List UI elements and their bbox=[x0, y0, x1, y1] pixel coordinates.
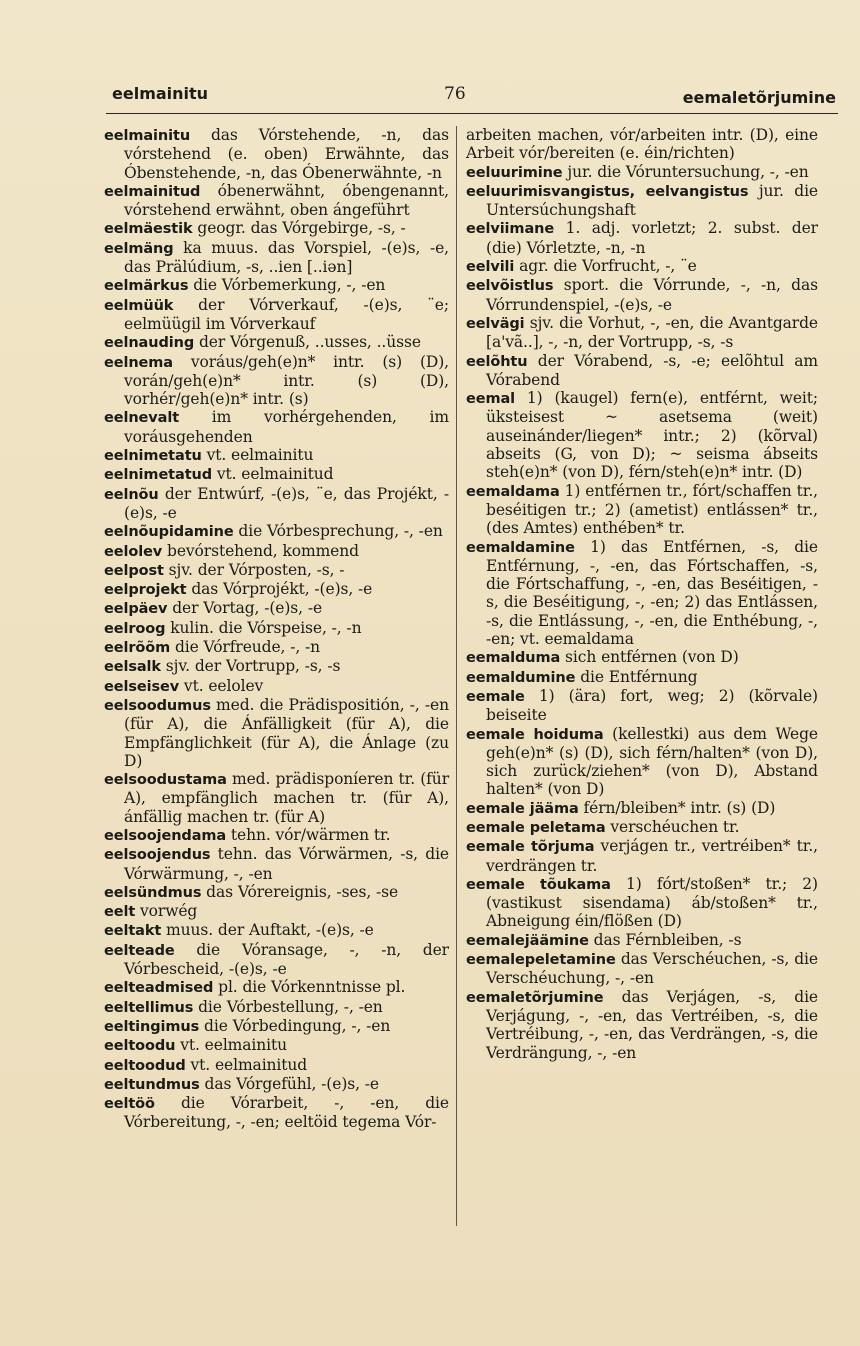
entry-definition: 1. adj. vorletzt; 2. subst. der (die) Vórletzte, -n, -n bbox=[486, 219, 818, 257]
dictionary-entry bbox=[104, 902, 449, 921]
entry-definition: die Vórfreude, -, -n bbox=[170, 638, 321, 657]
entry-definition: der Vórverkauf, -(e)s, ¨e; eelmüügil im Vórverkauf bbox=[124, 295, 449, 333]
entry-definition: die Vórbesprechung, -, -en bbox=[233, 522, 443, 541]
entry-definition: férn/bleiben* intr. (s) (D) bbox=[578, 798, 776, 817]
entry-definition: 1) entférnen tr., fórt/schaffen tr., beséitigen tr.; 2) (ametist) entlássen* tr., (des Amtes) enthében* tr. bbox=[486, 481, 818, 538]
entry-definition: arbeiten machen, vór/arbeiten intr. (D), eine Arbeit vór/bereiten (e. éin/richten) bbox=[466, 126, 818, 163]
entry-headword: eeluurimine bbox=[466, 164, 563, 181]
entry-definition: 1) (kaugel) fern(e), entférnt, weit; üksteisest ~ asetsema (weit) auseinánder/liegen* intr.; 2) (kõrval) abseits (G, von D); ~ seisma ábseits steh(e)n* (von D), férn/steh(e)n* intr. (D) bbox=[486, 389, 818, 482]
dictionary-entry bbox=[466, 875, 818, 931]
dictionary-entry bbox=[104, 826, 449, 845]
entry-headword: eelmainitu bbox=[104, 128, 191, 144]
entry-headword: eemale jääma bbox=[466, 800, 579, 817]
dictionary-entry bbox=[104, 353, 449, 409]
dictionary-entry bbox=[466, 668, 818, 687]
entry-definition: tehn. das Vórwärmen, -s, die Vórwärmung, -, -en bbox=[124, 845, 449, 883]
dictionary-entry bbox=[104, 677, 449, 696]
dictionary-entry bbox=[466, 799, 818, 818]
entry-definition: der Vórgenuß, ..usses, ..üsse bbox=[194, 333, 421, 352]
entry-headword: eeltoodu bbox=[104, 1038, 176, 1055]
entry-definition: 1) fórt/stoßen* tr.; 2) (vastikust sisendama) áb/stoßen* tr., Abneigung éin/flößen (D) bbox=[486, 874, 818, 931]
entry-headword: eeltoodud bbox=[104, 1057, 186, 1074]
dictionary-entry bbox=[104, 561, 449, 580]
entry-headword: eelnõupidamine bbox=[104, 524, 234, 541]
entry-headword: eemaldamine bbox=[466, 539, 575, 556]
entry-definition: verschéuchen tr. bbox=[605, 817, 740, 836]
entry-definition: vt. eelmainitu bbox=[201, 446, 314, 465]
entry-headword: eelsalk bbox=[104, 659, 161, 676]
entry-definition: vt. eelmainitu bbox=[175, 1036, 288, 1055]
entry-headword: eemale peletama bbox=[466, 819, 606, 836]
entry-definition: vorwég bbox=[135, 902, 198, 921]
entry-headword: eelteade bbox=[104, 942, 175, 959]
entry-headword: eeltellimus bbox=[104, 999, 194, 1016]
dictionary-entry bbox=[466, 182, 818, 220]
dictionary-entry bbox=[104, 883, 449, 902]
dictionary-entry bbox=[104, 657, 449, 676]
entry-headword: eelpost bbox=[104, 562, 164, 579]
entry-definition: agr. die Vorfrucht, -, ¨e bbox=[514, 257, 697, 276]
entry-definition: im vorhérgehenden, im voráusgehenden bbox=[124, 408, 449, 446]
entry-headword: eelviimane bbox=[466, 221, 555, 238]
entry-headword: eelvägi bbox=[466, 315, 525, 332]
entry-definition: die Vórarbeit, -, -en, die Vórbereitung, -, -en; eeltöid tegema Vór- bbox=[124, 1094, 449, 1132]
entry-headword: eeltundmus bbox=[104, 1076, 200, 1093]
entry-definition: jur. die Vóruntersuchung, -, -en bbox=[562, 162, 809, 181]
entry-definition: vt. eelmainitud bbox=[185, 1055, 308, 1074]
entry-definition: ka muus. das Vorspiel, -(e)s, -e, das Prälúdium, -s, ..ien [..iən] bbox=[124, 238, 449, 277]
entry-definition: der Vortag, -(e)s, -e bbox=[167, 599, 323, 618]
entry-definition: vt. eelmainitud bbox=[212, 465, 334, 484]
entry-definition: med. die Prädispositión, -, -en (für A), die Ánfälligkeit (für A), die Empfänglichkeit (für A), die Ánlage (zu D) bbox=[124, 695, 449, 770]
entry-definition: das Vórgefühl, -(e)s, -e bbox=[199, 1074, 379, 1093]
dictionary-entry bbox=[104, 219, 449, 238]
dictionary-entry bbox=[104, 522, 449, 541]
entry-headword: eelmäestik bbox=[104, 221, 193, 238]
entry-definition: die Vórbemerkung, -, -en bbox=[188, 276, 386, 295]
dictionary-entry bbox=[104, 1075, 449, 1094]
entry-headword: eelnimetatu bbox=[104, 448, 202, 465]
entry-headword: eeltingimus bbox=[104, 1018, 200, 1035]
dictionary-entry bbox=[466, 538, 818, 649]
dictionary-entry bbox=[104, 333, 449, 352]
entry-definition: 1) (ära) fort, weg; 2) (kõrvale) beiseite bbox=[486, 686, 818, 725]
entry-definition: die Vórbedingung, -, -en bbox=[199, 1016, 391, 1035]
entry-headword: eelsündmus bbox=[104, 884, 202, 901]
entry-definition: verjágen tr., vertréiben* tr., verdrängen tr. bbox=[486, 837, 818, 875]
dictionary-entry bbox=[466, 352, 818, 390]
dictionary-entry bbox=[466, 648, 818, 667]
entry-definition: sjv. der Vórposten, -s, - bbox=[163, 560, 345, 579]
entry-definition: sport. die Vórrunde, -, -n, das Vórrundenspiel, -(e)s, -e bbox=[486, 276, 818, 314]
column-divider bbox=[456, 126, 457, 1226]
dictionary-entry bbox=[104, 485, 449, 523]
entry-definition: das Vórprojékt, -(e)s, -e bbox=[186, 580, 373, 599]
entry-definition: das Vórereignis, -ses, -se bbox=[201, 882, 399, 901]
dictionary-entry bbox=[104, 638, 449, 657]
dictionary-entry bbox=[104, 1056, 449, 1075]
dictionary-entry bbox=[104, 580, 449, 599]
entry-headword: eelolev bbox=[104, 543, 163, 560]
dictionary-entry bbox=[104, 276, 449, 295]
entry-headword: eemaldumine bbox=[466, 669, 576, 686]
dictionary-entry bbox=[466, 257, 818, 276]
dictionary-entry bbox=[104, 998, 449, 1017]
entry-headword: eelroog bbox=[104, 620, 166, 637]
entry-headword: eeltöö bbox=[104, 1096, 155, 1113]
dictionary-entry bbox=[466, 931, 818, 950]
entry-definition: sjv. die Vorhut, -, -en, die Avantgarde [a'vã..], -, -n, der Vortrupp, -s, -s bbox=[486, 313, 818, 352]
entry-definition: voráus/geh(e)n* intr. (s) (D), vorán/geh(e)n* intr. (s) (D), vorhér/geh(e)n* intr. (s) bbox=[124, 352, 449, 409]
dictionary-entry bbox=[466, 163, 818, 182]
dictionary-entry bbox=[466, 950, 818, 988]
page-number: 76 bbox=[444, 84, 466, 104]
entry-headword: eelnauding bbox=[104, 335, 195, 352]
entry-definition: pl. die Vórkenntnisse pl. bbox=[213, 978, 406, 997]
dictionary-entry bbox=[104, 542, 449, 561]
entry-headword: eelseisev bbox=[104, 678, 180, 695]
dictionary-entry bbox=[104, 296, 449, 334]
entry-headword: eeluurimisvangistus, eelvangistus bbox=[466, 183, 749, 200]
dictionary-entry bbox=[466, 276, 818, 314]
entry-definition: geogr. das Vórgebirge, -s, - bbox=[192, 219, 406, 238]
left-column bbox=[104, 126, 449, 1132]
entry-headword: eelsoodumus bbox=[104, 697, 211, 714]
dictionary-entry bbox=[104, 1036, 449, 1055]
dictionary-entry bbox=[104, 978, 449, 997]
dictionary-entry bbox=[104, 465, 449, 484]
entry-definition: kulin. die Vórspeise, -, -n bbox=[165, 618, 362, 637]
entry-headword: eelsoojendama bbox=[104, 827, 227, 844]
entry-definition: das Férnbleiben, -s bbox=[588, 930, 742, 949]
entry-headword: eemale tõrjuma bbox=[466, 839, 595, 856]
dictionary-entry bbox=[104, 446, 449, 465]
entry-definition: óbenerwähnt, óbengenannt, vórstehend erwähnt, oben ángeführt bbox=[124, 181, 449, 220]
entry-definition: der Entwúrf, -(e)s, ¨e, das Projékt, -(e)s, -e bbox=[124, 484, 449, 522]
entry-headword: eelpäev bbox=[104, 601, 168, 618]
left-guide-word: eelmainitu bbox=[112, 84, 209, 103]
dictionary-entry bbox=[466, 314, 818, 352]
entry-headword: eelmüük bbox=[104, 297, 174, 314]
dictionary-entry bbox=[466, 389, 818, 481]
right-column bbox=[466, 126, 818, 1062]
entry-definition: vt. eelolev bbox=[179, 676, 264, 695]
dictionary-entry bbox=[466, 126, 818, 163]
entry-headword: eemalepeletamine bbox=[466, 952, 616, 969]
entry-definition: die Vórbestellung, -, -en bbox=[193, 997, 383, 1016]
entry-headword: eelmärkus bbox=[104, 278, 189, 295]
entry-headword: eelteadmised bbox=[104, 980, 214, 997]
entry-headword: eemale bbox=[466, 688, 525, 705]
entry-headword: eelsoojendus bbox=[104, 847, 211, 864]
entry-headword: eemale tõukama bbox=[466, 876, 611, 893]
entry-definition: die Entférnung bbox=[575, 667, 698, 686]
entry-definition: die Vóransage, -, -n, der Vórbescheid, -(e)s, -e bbox=[124, 940, 449, 979]
entry-definition: das Verschéuchen, -s, die Verschéuchung, -, -en bbox=[486, 950, 818, 988]
entry-definition: muus. der Auftakt, -(e)s, -e bbox=[161, 921, 374, 940]
entry-definition: das Verjágen, -s, die Verjágung, -, -en, das Vertréiben, -s, die Vertréibung, -, -en, das Verdrängen, -s, die Verdrängung, -, -en bbox=[486, 987, 818, 1062]
entry-headword: eelnema bbox=[104, 354, 173, 371]
dictionary-entry bbox=[104, 1094, 449, 1132]
dictionary-entry bbox=[104, 408, 449, 446]
entry-headword: eelmäng bbox=[104, 240, 174, 257]
dictionary-entry bbox=[104, 770, 449, 826]
dictionary-entry bbox=[104, 941, 449, 979]
entry-definition: (kellestki) aus dem Wege geh(e)n* (s) (D), sich férn/halten* (von D), sich zurück/ziehen* (von D), Abstand halten* (von D) bbox=[486, 724, 818, 799]
dictionary-entry bbox=[466, 687, 818, 725]
entry-definition: bevórstehend, kommend bbox=[162, 541, 359, 560]
entry-headword: eelnimetatud bbox=[104, 467, 213, 484]
entry-definition: med. prädisponíeren tr. (für A), empfänglich machen tr. (für A), ánfällig machen tr. (für A) bbox=[124, 770, 449, 826]
dictionary-entry bbox=[104, 239, 449, 277]
entry-headword: eeltakt bbox=[104, 923, 162, 940]
right-guide-word: eemaletõrjumine bbox=[682, 88, 836, 107]
entry-definition: sich entférnen (von D) bbox=[560, 648, 739, 667]
dictionary-entry bbox=[104, 696, 449, 770]
entry-headword: eemale hoiduma bbox=[466, 726, 604, 743]
entry-headword: eelmainitud bbox=[104, 183, 201, 200]
entry-headword: eemalejäämine bbox=[466, 932, 589, 949]
entry-definition: 1) das Entférnen, -s, die Entférnung, -, -en, das Fórtschaffen, -s, die Fórtschaffung, -, -en, das Beséitigen, -s, die Beséitigung, -, -en; 2) das Entlássen, -s, die Entlássung, -, -en, die Enthébung, -, -en; vt. eemaldama bbox=[486, 537, 818, 649]
entry-headword: eelnevalt bbox=[104, 410, 180, 427]
dictionary-entry bbox=[104, 619, 449, 638]
dictionary-entry bbox=[104, 845, 449, 883]
entry-headword: eelsoodustama bbox=[104, 772, 227, 789]
entry-headword: eelvõistlus bbox=[466, 278, 554, 295]
dictionary-entry bbox=[104, 921, 449, 940]
header-rule bbox=[106, 113, 838, 114]
entry-headword: eemalduma bbox=[466, 650, 561, 667]
entry-headword: eelprojekt bbox=[104, 582, 187, 599]
dictionary-entry bbox=[466, 988, 818, 1062]
entry-headword: eemaldama bbox=[466, 483, 560, 500]
dictionary-entry bbox=[466, 837, 818, 875]
dictionary-entry bbox=[104, 182, 449, 220]
entry-headword: eelnõu bbox=[104, 486, 159, 503]
dictionary-entry bbox=[466, 725, 818, 799]
entry-definition: jur. die Untersúchungshaft bbox=[486, 181, 819, 220]
entry-headword: eemaletõrjumine bbox=[466, 989, 604, 1006]
dictionary-entry bbox=[104, 1017, 449, 1036]
entry-definition: der Vórabend, -s, -e; eelõhtul am Vórabend bbox=[486, 351, 818, 389]
entry-definition: sjv. der Vortrupp, -s, -s bbox=[160, 657, 341, 676]
entry-headword: eelõhtu bbox=[466, 353, 528, 370]
dictionary-entry bbox=[104, 126, 449, 182]
dictionary-entry bbox=[466, 818, 818, 837]
entry-headword: eelvili bbox=[466, 259, 515, 276]
entry-headword: eemal bbox=[466, 391, 516, 408]
dictionary-entry bbox=[466, 219, 818, 257]
entry-headword: eelrõõm bbox=[104, 640, 171, 657]
entry-headword: eelt bbox=[104, 904, 136, 921]
dictionary-entry bbox=[104, 599, 449, 618]
dictionary-entry bbox=[466, 482, 818, 538]
entry-definition: tehn. vór/wärmen tr. bbox=[226, 825, 391, 844]
entry-definition: das Vórstehende, -n, das vórstehend (e. oben) Erwähnte, das Óbenstehende, -n, das Óbenerwähnte, -n bbox=[124, 126, 449, 182]
